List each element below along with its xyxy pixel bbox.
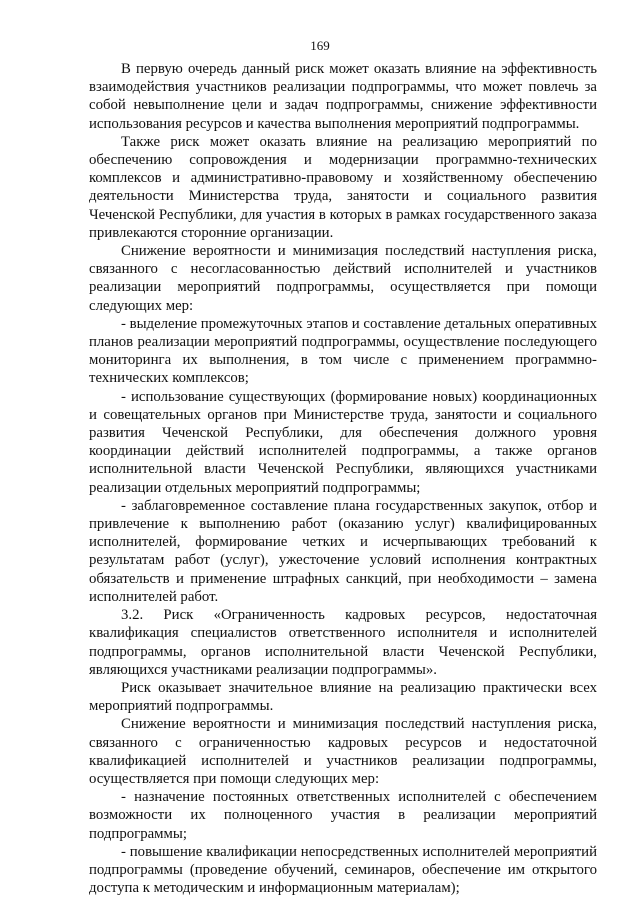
paragraph-mitigation-intro-2: Снижение вероятности и минимизация последствий наступления риска, связанного с ограниченностью кадровых ресурсов и недостаточной квалификацией исполнителей и участников реализации подпрограммы, осуществляется при помощи следующих мер: [89,716,597,787]
paragraph-risk-influence: Риск оказывает значительное влияние на реализацию практически всех мероприятий подпрограммы. [89,679,597,715]
paragraph-risk-support: Также риск может оказать влияние на реализацию мероприятий по обеспечению сопровождения и модернизации программно-технических комплексов и административно-правовому и хозяйственному обеспечению деятельности Министерства труда, занятости и социального развития Чеченской Республики, для участия в которых в рамках государственного заказа привлекаются сторонние организации. [89,133,597,241]
list-item-permanent-executors: - назначение постоянных ответственных исполнителей с обеспечением возможности их полноценного участия в реализации мероприятий подпрограммы; [89,789,597,842]
document-body [89,60,597,897]
list-item-procurement: - заблаговременное составление плана государственных закупок, отбор и привлечение к выполнению работ (оказанию услуг) квалифицированных исполнителей, формирование четких и исчерпывающих требований к результатам работ (услуг), ужесточение условий исполнения контрактных обязательств и применение штрафных санкций, при необходимости – замена исполнителей работ. [89,497,597,605]
list-item-coordination: - использование существующих (формирование новых) координационных и совещательных органов при Министерстве труда, занятости и социального развития Чеченской Республики, для обеспечения должного уровня координации действий исполнителей подпрограммы, а также органов исполнительной власти Чеченской Республики, являющихся участниками реализации отдельных мероприятий подпрограммы; [89,388,597,496]
list-item-stages: - выделение промежуточных этапов и составление детальных оперативных планов реализации мероприятий подпрограммы, осуществление последующего мониторинга их выполнения, в том числе с применением программно-технических комплексов; [89,315,597,387]
list-item-qualification: - повышение квалификации непосредственных исполнителей мероприятий подпрограммы (проведение обучений, семинаров, обеспечение им открытого доступа к методическим и информационным материалам); [89,843,597,897]
page-number: 169 [310,38,330,53]
paragraph-mitigation-intro: Снижение вероятности и минимизация последствий наступления риска, связанного с несогласованностью действий исполнителей и участников реализации мероприятий подпрограммы, осуществляется при помощи следующих мер: [89,243,597,314]
paragraph-risk-3-2: 3.2. Риск «Ограниченность кадровых ресурсов, недостаточная квалификация специалистов ответственного исполнителя и исполнителей подпрограммы, органов исполнительной власти Чеченской Республики, являющихся участниками реализации подпрограммы». [89,607,597,678]
paragraph-risk-impact: В первую очередь данный риск может оказать влияние на эффективность взаимодействия участников реализации подпрограммы, что может повлечь за собой невыполнение цели и задач подпрограммы, снижение эффективности использования ресурсов и качества выполнения мероприятий подпрограммы. [89,61,597,132]
